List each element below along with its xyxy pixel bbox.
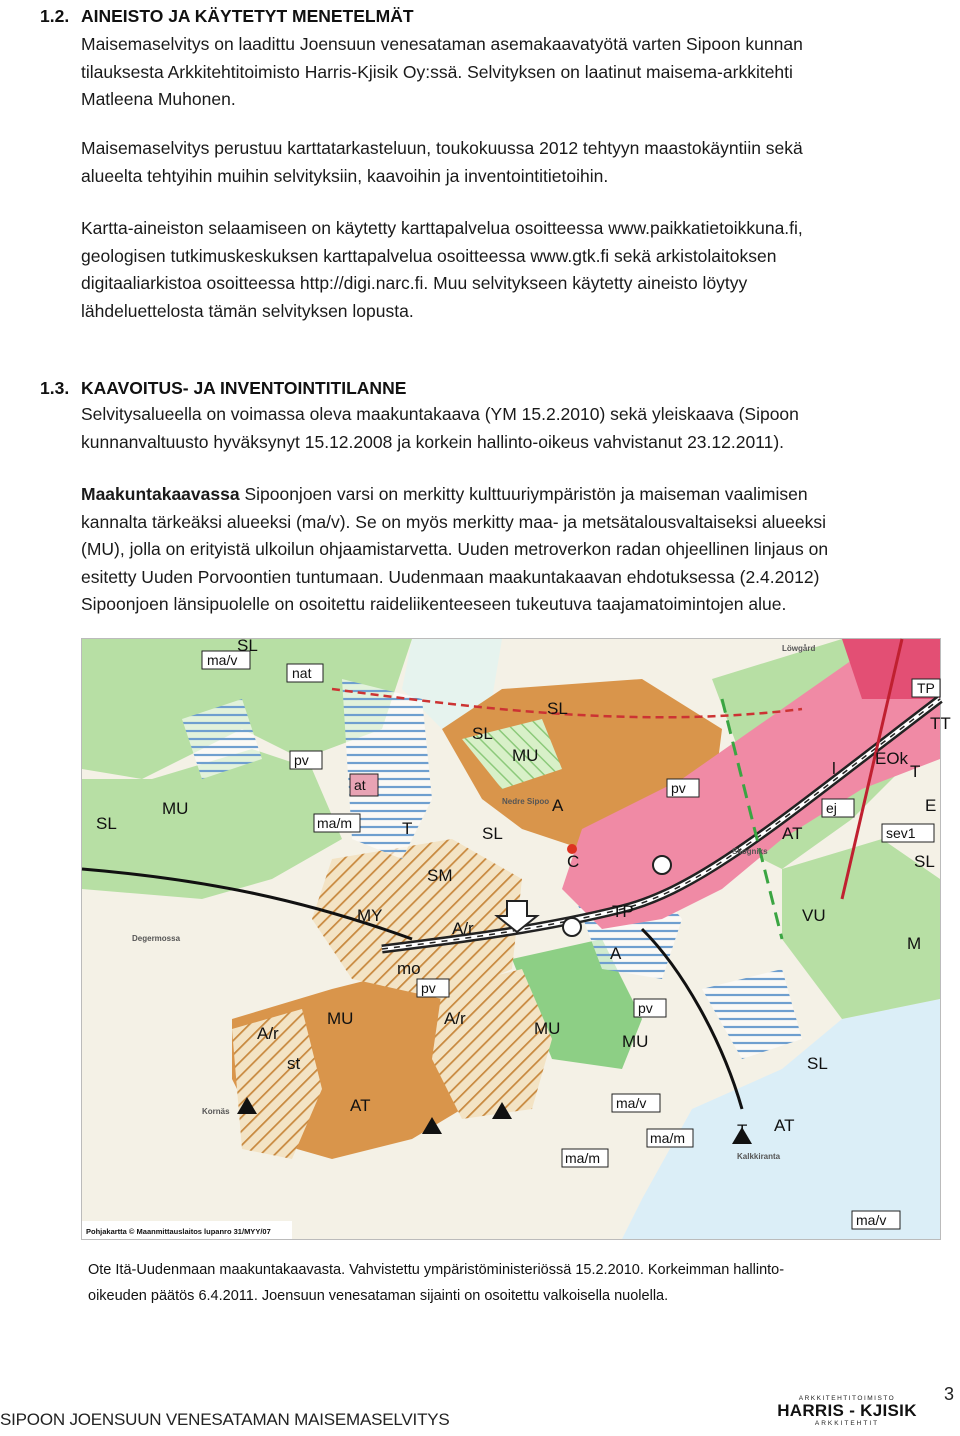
section-title-1-2: AINEISTO JA KÄYTETYT MENETELMÄT (81, 6, 414, 26)
logo-top-text: ARKKITEHTITOIMISTO (798, 1395, 896, 1402)
map-zone-label-at-2: AT (774, 1116, 795, 1135)
map-zone-label-sl-1: SL (237, 636, 258, 655)
map-zone-label-sl-7: SL (914, 852, 935, 871)
logo-bottom-text: ARKKITEHTIT (814, 1420, 880, 1427)
page-number: 3 (944, 1384, 955, 1404)
term-maakuntakaavassa: Maakuntakaavassa (81, 484, 240, 504)
map-zone-label-my-1: MY (357, 906, 383, 925)
map-zone-label-a-r-2: A/r (444, 1009, 466, 1028)
map-label-4: pv (671, 780, 686, 796)
map-zone-label-mu-1: MU (512, 746, 539, 765)
map-zone-label-mu-2: MU (162, 799, 189, 818)
map-zone-label-m: M (907, 934, 922, 953)
map-zone-label-sl-4: SL (96, 814, 117, 833)
place-name-4: Kalkkiranta (737, 1152, 781, 1161)
map-label-5: pv (421, 980, 436, 996)
paragraph-1-3-regional-plan (81, 481, 941, 619)
place-name-1: Kornäs (202, 1107, 230, 1116)
map-zone-label-l: l (832, 759, 836, 778)
section-title-1-3: KAAVOITUS- JA INVENTOINTITILANNE (81, 378, 407, 398)
map-label-10: pv (638, 1000, 653, 1016)
footer-document-title: SIPOON JOENSUUN VENESATAMAN MAISEMASELVITYS (0, 1410, 450, 1429)
map-zone-label-st-1: st (287, 1054, 301, 1073)
map-label-12: sev1 (886, 825, 916, 841)
map-zone-label-t-2: T (737, 1121, 748, 1140)
map-zone-label-sl-5: SL (482, 824, 503, 843)
map-svg (82, 636, 951, 1239)
map-zone-label-sl-6: SL (807, 1054, 828, 1073)
map-zone-label-mu-3: MU (327, 1009, 354, 1028)
map-label-13: at (354, 777, 366, 793)
map-zone-label-vu: VU (802, 906, 826, 925)
map-zone-label-c: C (567, 852, 580, 871)
place-name-5: Nedre Sipoo (502, 797, 550, 806)
paragraph-1-2-basis: Maisemaselvitys perustuu karttatarkasteluun, toukokuussa 2012 tehtyyn maastokäyntiin sekä alueelta tehtyihin muihin selvityksiin, kaavoihin ja inventointitietoihin. (81, 138, 803, 186)
logo-main-text: HARRIS - KJISIK (777, 1401, 917, 1420)
map-credit: Pohjakartta © Maanmittauslaitos lupanro 31/MYY/07 (86, 1227, 271, 1236)
place-name-3: Skogniks (732, 847, 768, 856)
station-2 (563, 918, 581, 936)
map-label-7: ma/m (650, 1130, 685, 1146)
firm-logo (772, 1395, 922, 1427)
map-zone-label-mu-4: MU (534, 1019, 561, 1038)
map-label-1: nat (292, 665, 312, 681)
map-label-8: ma/m (565, 1150, 600, 1166)
map-zone-label-t-1: T (402, 819, 413, 838)
map-zone-label-mu-5: MU (622, 1032, 649, 1051)
regional-plan-map (81, 636, 951, 1240)
paragraph-1-2-sources: Kartta-aineiston selaamiseen on käytetty karttapalvelua osoitteessa www.paikkatietoikkuna.fi, geologisen tutkimuskeskuksen karttapalvelua osoitteessa www.gtk.fi sekä arkistolaitoksen digitaaliarkistoa osoitteessa http://digi.narc.fi. Muu selvitykseen käytetty aineisto löytyy lähdeluettelosta tämän selvityksen lopusta. (81, 218, 803, 321)
station-1 (653, 856, 671, 874)
map-label-11: ej (826, 800, 837, 816)
map-zone-label-a-r-3: A/r (257, 1024, 279, 1043)
map-zone-label-a-r-1: A/r (452, 919, 474, 938)
paragraph-1-3-plans: Selvitysalueella on voimassa oleva maakuntakaava (YM 15.2.2010) sekä yleiskaava (Sipoon kunnanvaltuusto hyväksynyt 15.12.2008 ja korkein hallinto-oikeus vahvistanut 23.12.2011). (81, 404, 799, 452)
section-number-1-3: 1.3. (40, 378, 70, 398)
map-zone-label-mo: mo (397, 959, 421, 978)
map-zone-label-tp: TP (612, 902, 634, 921)
map-zone-label-eok: EOk (875, 749, 909, 768)
map-label-9: ma/v (856, 1212, 887, 1228)
map-label-0: ma/v (207, 652, 238, 668)
map-caption: Ote Itä-Uudenmaan maakuntakaavasta. Vahvistettu ympäristöministeriössä 15.2.2010. Korkeimman hallinto- oikeuden päätös 6.4.2011. Joensuun venesataman sijainti on osoitettu valkoisella nuolella. (88, 1262, 785, 1304)
map-zone-label-tt: TT (930, 714, 951, 733)
map-zone-label-sl-3: SL (472, 724, 493, 743)
map-zone-label-a-2: A (610, 944, 622, 963)
paragraph-1-2-intro: Maisemaselvitys on laadittu Joensuun venesataman asemakaavatyötä varten Sipoon kunnan tilauksesta Arkkitehtitoimisto Harris-Kjisik Oy:ssä. Selvityksen on laatinut maisema-arkkitehti Matleena Muhonen. (81, 34, 803, 109)
map-zone-label-t-3: T (910, 762, 921, 781)
map-zone-label-at-1: AT (350, 1096, 371, 1115)
section-number-1-2: 1.2. (40, 6, 70, 26)
map-label-6: ma/v (616, 1095, 647, 1111)
regional-plan-text: Sipoonjoen varsi on merkitty kulttuuriympäristön ja maiseman vaalimisen kannalta tärkeäksi alueeksi (ma/v). Se on myös merkitty maa- ja metsätalousvaltaiseksi alueeksi (MU), jolla on erityistä ulkoilun ohjaamistarvetta. Uuden metroverkon radan ohjeellinen linjaus on esitetty Uuden Porvoontien tuntumaan. Uudenmaan maakuntakaavan ehdotuksessa (2.4.2012) Sipoonjoen länsipuolelle on osoitettu raideliikenteeseen tukeutuva taajamatoimintojen alue. (81, 484, 829, 614)
map-label-3: ma/m (317, 815, 352, 831)
place-name-0: Degermossa (132, 934, 181, 943)
map-zone-label-at-3: AT (782, 824, 803, 843)
map-zone-label-sl-2: SL (547, 699, 568, 718)
map-label-14: TP (917, 680, 935, 696)
map-label-2: pv (294, 752, 309, 768)
map-zone-label-sm: SM (427, 866, 453, 885)
map-zone-label-a-1: A (552, 796, 564, 815)
map-zone-label-e: E (925, 796, 937, 815)
place-name-2: Löwgård (782, 644, 816, 653)
